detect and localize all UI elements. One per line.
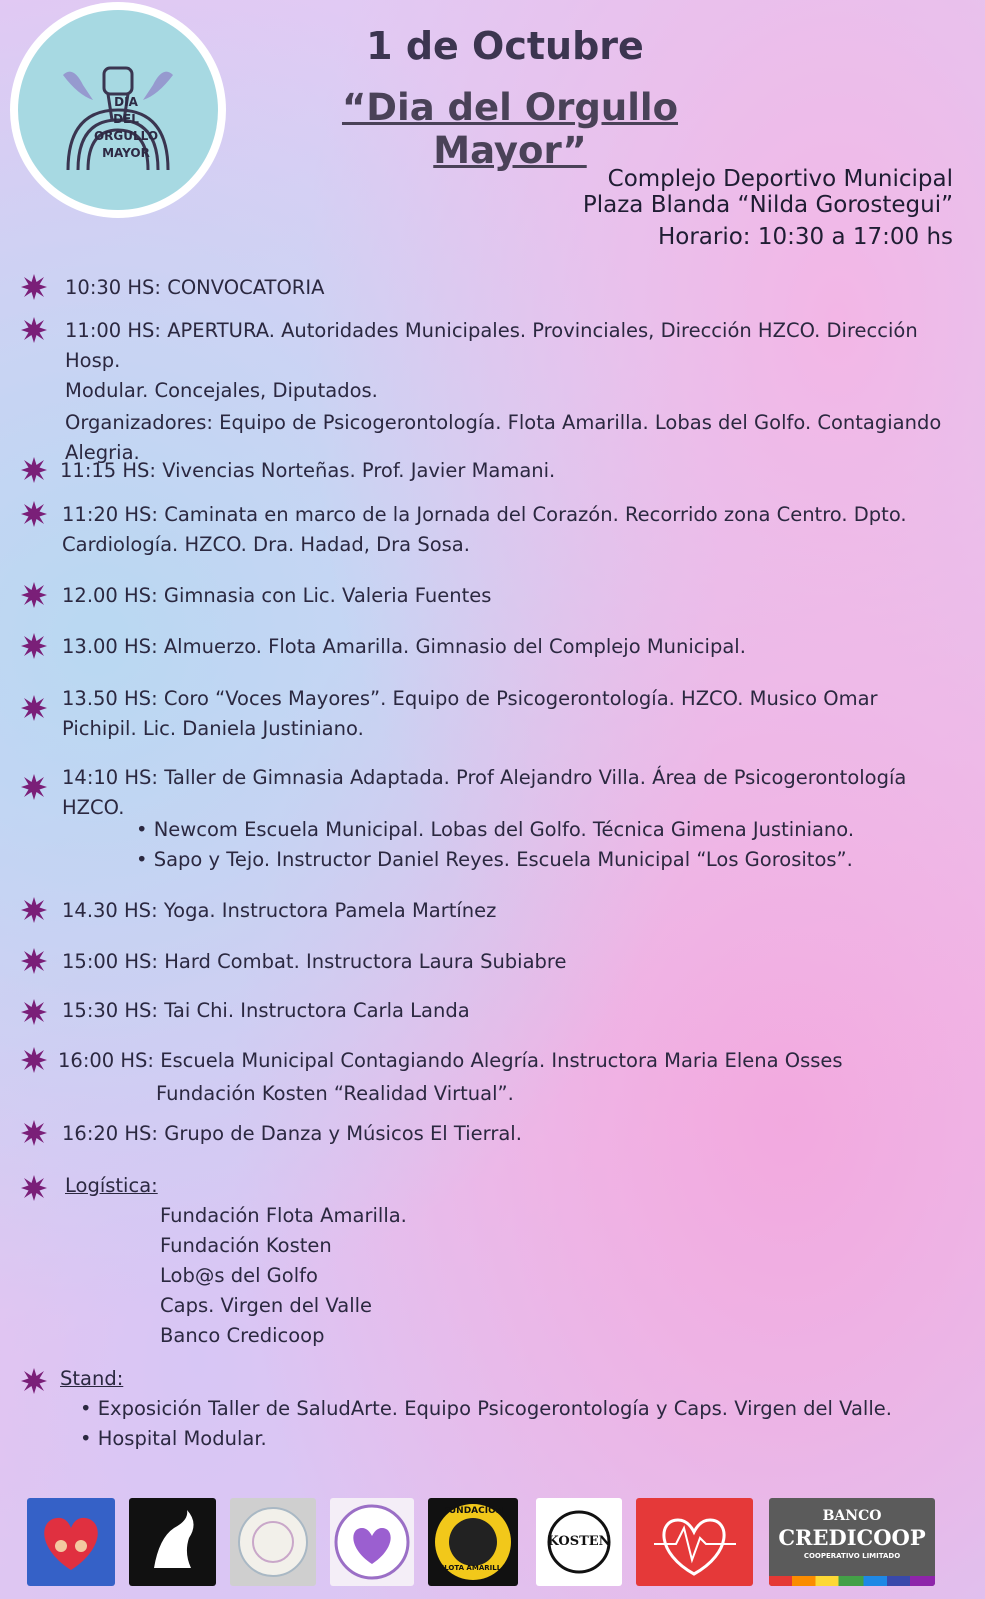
- kosten-logo: [536, 1498, 622, 1586]
- splat-star-icon: [20, 273, 48, 301]
- contagiando-alegria-logo: [27, 1498, 115, 1586]
- venue-name: Complejo Deportivo Municipal: [607, 166, 953, 192]
- bullet-item: • Sapo y Tejo. Instructor Daniel Reyes. Escuela Municipal “Los Gorositos”.: [136, 848, 853, 871]
- schedule-text: 11:20 HS: Caminata en marco de la Jornada del Corazón. Recorrido zona Centro. Dpto.: [62, 503, 907, 526]
- flota-label: FLOTA AMARILLA: [439, 1564, 507, 1572]
- schedule-text: 14:10 HS: Taller de Gimnasia Adaptada. Prof Alejandro Villa. Área de Psicogerontología: [62, 766, 907, 789]
- bullet-list: [136, 815, 854, 875]
- schedule-text: Fundación Kosten “Realidad Virtual”.: [156, 1082, 514, 1105]
- event-date: 1 de Octubre: [366, 24, 644, 68]
- schedule-text: Organizadores: Equipo de Psicogerontología. Flota Amarilla. Lobas del Golfo. Contagiando: [65, 411, 942, 434]
- cardiologia-logo: [636, 1498, 753, 1586]
- logistica-list: [160, 1201, 407, 1351]
- credicoop-label: CREDICOOP: [778, 1525, 926, 1550]
- splat-star-icon: [20, 1046, 48, 1074]
- cooperativo-label: COOPERATIVO LIMITADO: [803, 1552, 901, 1560]
- splat-star-icon: [20, 1119, 48, 1147]
- lobas-del-golfo-logo: [129, 1498, 216, 1586]
- splat-star-icon: [20, 581, 48, 609]
- schedule-text: 16:20 HS: Grupo de Danza y Músicos El Tierral.: [62, 1122, 522, 1145]
- bullet-item: • Newcom Escuela Municipal. Lobas del Golfo. Técnica Gimena Justiniano.: [136, 818, 855, 841]
- schedule-text: Pichipil. Lic. Daniela Justiniano.: [62, 717, 364, 740]
- stand-heading: Stand:: [60, 1367, 124, 1390]
- logistica-item: Fundación Kosten: [160, 1234, 332, 1257]
- schedule-text: 15:00 HS: Hard Combat. Instructora Laura Subiabre: [62, 950, 567, 973]
- schedule-text: Alegria.: [65, 441, 140, 464]
- splat-star-icon: [20, 694, 48, 722]
- splat-star-icon: [20, 947, 48, 975]
- schedule-text: 15:30 HS: Tai Chi. Instructora Carla Landa: [62, 999, 470, 1022]
- schedule-text: 10:30 HS: CONVOCATORIA: [65, 276, 325, 299]
- banco-label: BANCO: [822, 1508, 882, 1524]
- stand-item: • Hospital Modular.: [80, 1427, 267, 1450]
- fundacion-label: FUNDACION: [442, 1506, 504, 1516]
- adultos-mayores-logo: [330, 1498, 414, 1586]
- logistica-item: Caps. Virgen del Valle: [160, 1294, 373, 1317]
- schedule-text: 11:15 HS: Vivencias Norteñas. Prof. Javier Mamani.: [60, 459, 556, 482]
- schedule-text: 11:00 HS: APERTURA. Autoridades Municipales. Provinciales, Dirección HZCO. Dirección Hosp.: [65, 319, 918, 372]
- schedule-text: 16:00 HS: Escuela Municipal Contagiando Alegría. Instructora Maria Elena Osses: [58, 1049, 843, 1072]
- stand-item: • Exposición Taller de SaludArte. Equipo Psicogerontología y Caps. Virgen del Valle.: [80, 1397, 892, 1420]
- logistica-item: Fundación Flota Amarilla.: [160, 1204, 407, 1227]
- event-logo-badge: [18, 10, 218, 210]
- splat-star-icon: [20, 773, 48, 801]
- splat-star-icon: [20, 500, 48, 528]
- schedule-text: Modular. Concejales, Diputados.: [65, 379, 378, 402]
- schedule-text: HZCO.: [62, 796, 125, 819]
- splat-star-icon: [20, 1367, 48, 1395]
- venue-place: Plaza Blanda “Nilda Gorostegui”: [582, 192, 953, 218]
- splat-star-icon: [20, 632, 48, 660]
- schedule-text: 13.50 HS: Coro “Voces Mayores”. Equipo de Psicogerontología. HZCO. Musico Omar: [62, 687, 878, 710]
- logo-text: DIA DEL ORGULLO MAYOR: [93, 95, 159, 160]
- logistica-item: Lob@s del Golfo: [160, 1264, 318, 1287]
- schedule-text: 14.30 HS: Yoga. Instructora Pamela Martínez: [62, 899, 497, 922]
- splat-star-icon: [20, 998, 48, 1026]
- logistica-heading: Logística:: [65, 1174, 158, 1197]
- stand-list: [80, 1394, 892, 1454]
- schedule-text: Cardiología. HZCO. Dra. Hadad, Dra Sosa.: [62, 533, 470, 556]
- schedule-text: 13.00 HS: Almuerzo. Flota Amarilla. Gimnasio del Complejo Municipal.: [62, 635, 746, 658]
- event-title: “Dia del Orgullo Mayor”: [341, 86, 679, 172]
- event-hours: Horario: 10:30 a 17:00 hs: [657, 224, 953, 250]
- banco-credicoop-logo: [769, 1498, 935, 1586]
- caps-logo: [230, 1498, 316, 1586]
- fundacion-flota-amarilla-logo: [428, 1498, 518, 1586]
- venue-block: [583, 166, 953, 250]
- splat-star-icon: [20, 456, 48, 484]
- logistica-item: Banco Credicoop: [160, 1324, 325, 1347]
- sponsor-logo-strip: [0, 1498, 985, 1588]
- splat-star-icon: [20, 1174, 48, 1202]
- splat-star-icon: [20, 896, 48, 924]
- splat-star-icon: [20, 316, 48, 344]
- schedule-text: 12.00 HS: Gimnasia con Lic. Valeria Fuentes: [62, 584, 492, 607]
- kosten-label: KOSTEN: [547, 1534, 611, 1549]
